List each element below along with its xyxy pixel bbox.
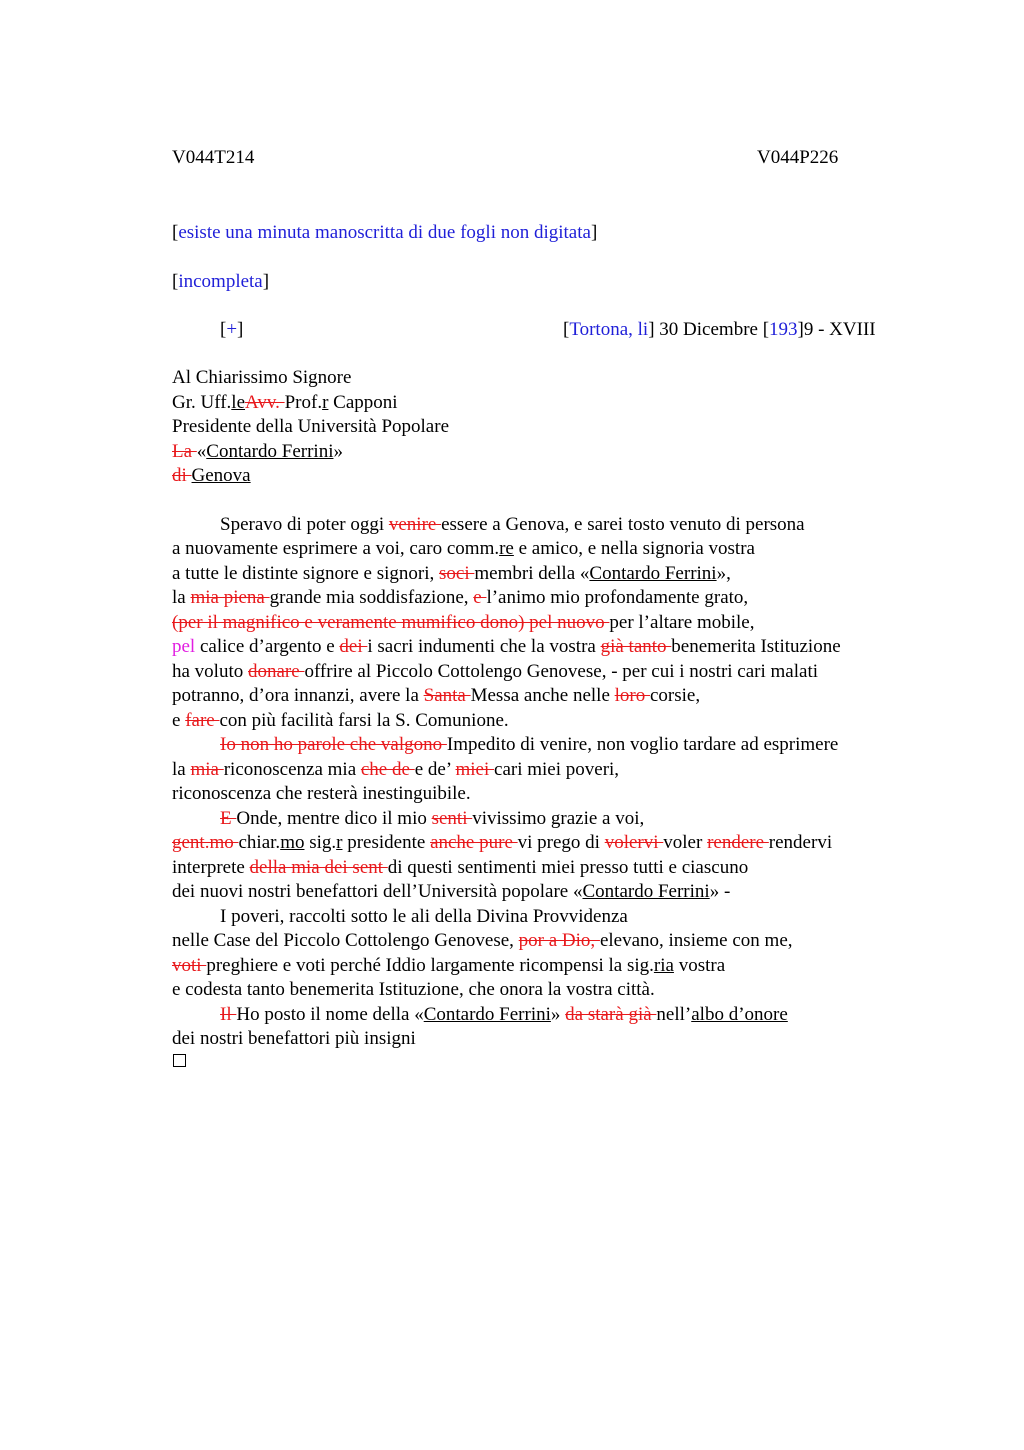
manuscript-note-text: esiste una minuta manoscritta di due fogli non digitata bbox=[178, 222, 591, 243]
body-line: pel calice d’argento e dei i sacri indumenti che la vostra già tanto benemerita Istituzione bbox=[172, 636, 841, 657]
dateline: [Tortona, li] 30 Dicembre [193]9 - XVIII bbox=[563, 319, 876, 340]
body-line: nelle Case del Piccolo Cottolengo Genovese, por a Dio, elevano, insieme con me, bbox=[172, 930, 793, 951]
body-line: ha voluto donare offrire al Piccolo Cottolengo Genovese, - per cui i nostri cari malati bbox=[172, 661, 819, 682]
address-line-4: La «Contardo Ferrini» bbox=[172, 441, 343, 462]
body-line: dei nostri benefattori più insigni bbox=[172, 1028, 416, 1049]
body-line: a tutte le distinte signore e signori, soci membri della «Contardo Ferrini», bbox=[172, 563, 731, 584]
body-line: la mia piena grande mia soddisfazione, e l’animo mio profondamente grato, bbox=[172, 587, 749, 608]
address-line-1: Al Chiarissimo Signore bbox=[172, 367, 352, 388]
end-marker-box-icon bbox=[173, 1054, 186, 1067]
body-line: Speravo di poter oggi venire essere a Genova, e sarei tosto venuto di persona bbox=[220, 514, 805, 535]
dateline-place: Tortona, li bbox=[569, 319, 649, 340]
body-line: a nuovamente esprimere a voi, caro comm.re e amico, e nella signoria vostra bbox=[172, 538, 755, 559]
body-line: I poveri, raccolti sotto le ali della Divina Provvidenza bbox=[220, 906, 628, 927]
dateline-year-rest: 9 - XVIII bbox=[803, 319, 876, 340]
incomplete-note: [incompleta] bbox=[172, 271, 270, 292]
body-line: dei nuovi nostri benefattori dell’Università popolare «Contardo Ferrini» - bbox=[172, 881, 731, 902]
document-code-left: V044T214 bbox=[172, 147, 255, 168]
address-line-3: Presidente della Università Popolare bbox=[172, 416, 450, 437]
address-line-2: Gr. Uff.leAvv. Prof.r Capponi bbox=[172, 392, 398, 413]
body-line: E Onde, mentre dico il mio senti vivissimo grazie a voi, bbox=[220, 808, 645, 829]
body-line: voti preghiere e voti perché Iddio largamente ricompensi la sig.ria vostra bbox=[172, 955, 726, 976]
body-line: (per il magnifico e veramente mumifico dono) pel nuovo per l’altare mobile, bbox=[172, 612, 755, 633]
body-line: Il Ho posto il nome della «Contardo Ferrini» da starà già nell’albo d’onore bbox=[220, 1004, 788, 1025]
body-line: riconoscenza che resterà inestinguibile. bbox=[172, 783, 471, 804]
body-line: e fare con più facilità farsi la S. Comunione. bbox=[172, 710, 509, 731]
dateline-date: 30 Dicembre bbox=[659, 319, 758, 340]
body-line: Io non ho parole che valgono Impedito di venire, non voglio tardare ad esprimere bbox=[220, 734, 839, 755]
plus-mark: [+] bbox=[220, 319, 244, 340]
incomplete-note-text: incompleta bbox=[178, 271, 263, 292]
body-line: gent.mo chiar.mo sig.r presidente anche pure vi prego di volervi voler rendere rendervi bbox=[172, 832, 833, 853]
document-code-right: V044P226 bbox=[757, 147, 839, 168]
body-line: potranno, d’ora innanzi, avere la Santa Messa anche nelle loro corsie, bbox=[172, 685, 701, 706]
body-line: e codesta tanto benemerita Istituzione, che onora la vostra città. bbox=[172, 979, 655, 1000]
body-line: la mia riconoscenza mia che de e de’ miei cari miei poveri, bbox=[172, 759, 620, 780]
manuscript-note: [esiste una minuta manoscritta di due fogli non digitata] bbox=[172, 222, 598, 243]
dateline-year-part: 193 bbox=[769, 319, 798, 340]
body-line: interprete della mia dei sent di questi sentimenti miei presso tutti e ciascuno bbox=[172, 857, 749, 878]
address-line-5: di Genova bbox=[172, 465, 251, 486]
plus-sign: + bbox=[226, 319, 238, 340]
